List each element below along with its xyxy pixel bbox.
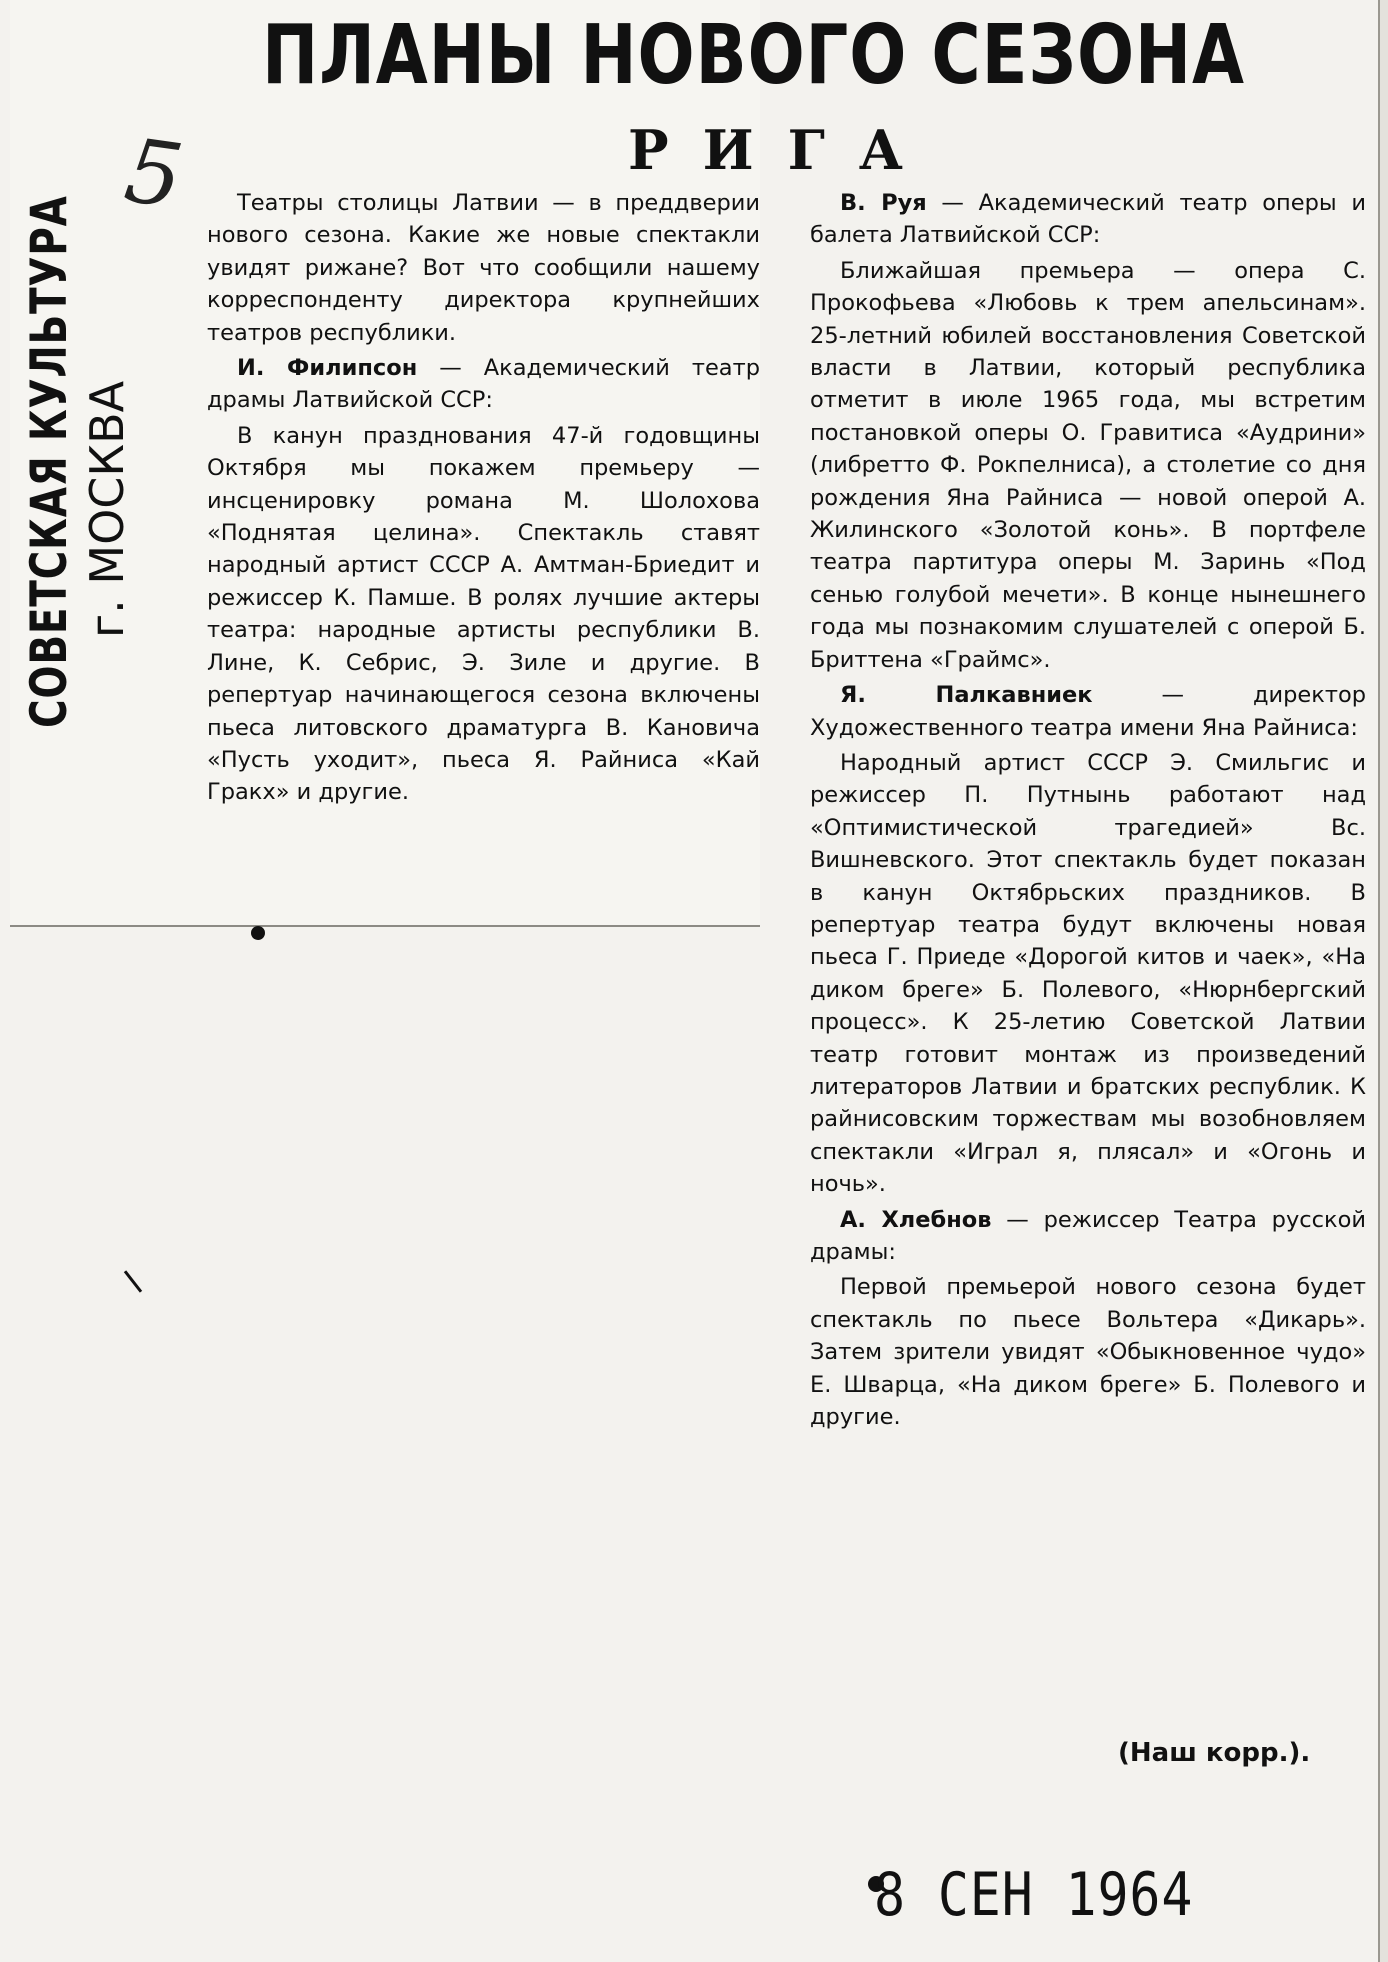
article-signoff: (Наш корр.). (1118, 1738, 1311, 1768)
speaker-name: И. Филипсон (237, 355, 418, 382)
publication-city: г. МОСКВА (80, 380, 134, 638)
date-stamp: 8 СЕН 1964 (874, 1860, 1194, 1930)
speaker-role: — директор Художественного театра имени Яна Райниса: (810, 682, 1367, 741)
speaker-name: А. Хлебнов (840, 1206, 992, 1233)
speaker-paragraph (810, 187, 1366, 252)
article-headline: ПЛАНЫ НОВОГО СЕЗОНА (262, 8, 1245, 103)
intro-paragraph: Театры столицы Латвии — в преддверии нового сезона. Какие же новые спектакли увидят рижане? Вот что сообщили нашему корреспонденту директора крупнейших театров республики. (207, 190, 760, 346)
speaker-role: — Академический театр драмы Латвийской ССР: (207, 355, 760, 414)
speaker-role: — режиссер Театра русской драмы: (810, 1206, 1366, 1265)
right-column (810, 187, 1366, 1436)
speaker-name: В. Руя (840, 190, 927, 216)
ink-dot (251, 926, 265, 940)
source-stamp (20, 45, 136, 728)
speaker-paragraph (810, 1204, 1366, 1269)
body-paragraph: В канун празднования 47-й годовщины Октября мы покажем премьеру — инсценировку романа М. Шолохова «Поднятая целина». Спектакль ставят народный артист СССР А. Амтман-Бриедит и режиссер К. Памше. В ролях лучшие актеры театра: народные артисты республики В. Лине, К. Себрис, Э. Зиле и другие. В репертуар начинающегося сезона включены пьеса литовского драматурга В. Кановича «Пусть уходит», пьеса Я. Райниса «Кай Гракх» и другие. (207, 422, 760, 806)
article-dateline: РИГА (628, 118, 937, 182)
speaker-paragraph (810, 679, 1366, 744)
body-paragraph: Первой премьерой нового сезона будет спектакль по пьесе Вольтера «Дикарь». Затем зрители увидят «Обыкновенное чудо» Е. Шварца, «На диком бреге» Б. Полевого и другие. (810, 1274, 1366, 1431)
speaker-paragraph (207, 352, 760, 417)
speaker-role: — Академический театр оперы и балета Латвийской ССР: (810, 190, 1366, 249)
clipping-right-edge (1378, 0, 1388, 1962)
ink-mark (124, 1270, 142, 1292)
left-column (207, 187, 760, 812)
handwritten-number: 5 (119, 118, 189, 229)
body-paragraph: Народный артист СССР Э. Смильгис и режиссер П. Путнынь работают над «Оптимистической трагедией» Вс. Вишневского. Этот спектакль будет показан в канун Октябрьских праздников. В репертуар театра будут включены новая пьеса Г. Приеде «Дорогой китов и чаек», «На диком бреге» Б. Полевого, «Нюрнбергский процесс». К 25-летию Советской Латвии театр готовит монтаж из произведений литераторов Латвии и братских республик. К райнисовским торжествам мы возобновляем спектакли «Играл я, плясал» и «Огонь и ночь». (810, 749, 1366, 1198)
newspaper-name: СОВЕТСКАЯ КУЛЬТУРА (20, 195, 78, 728)
speaker-name: Я. Палкавниек (840, 682, 1093, 709)
body-paragraph: Ближайшая премьера — опера С. Прокофьева «Любовь к трем апельсинам». 25-летний юбилей восстановления Советской власти в Латвии, который республика отметит в июле 1965 года, мы встретим постановкой оперы О. Гравитиса «Аудрини» (либретто Ф. Рокпелниса), а столетие со дня рождения Яна Райниса — новой оперой А. Жилинского «Золотой конь». В портфеле театра партитура оперы М. Заринь «Под сенью голубой мечети». В конце нынешнего года мы познакомим слушателей с оперой Б. Бриттена «Граймс». (810, 257, 1366, 673)
